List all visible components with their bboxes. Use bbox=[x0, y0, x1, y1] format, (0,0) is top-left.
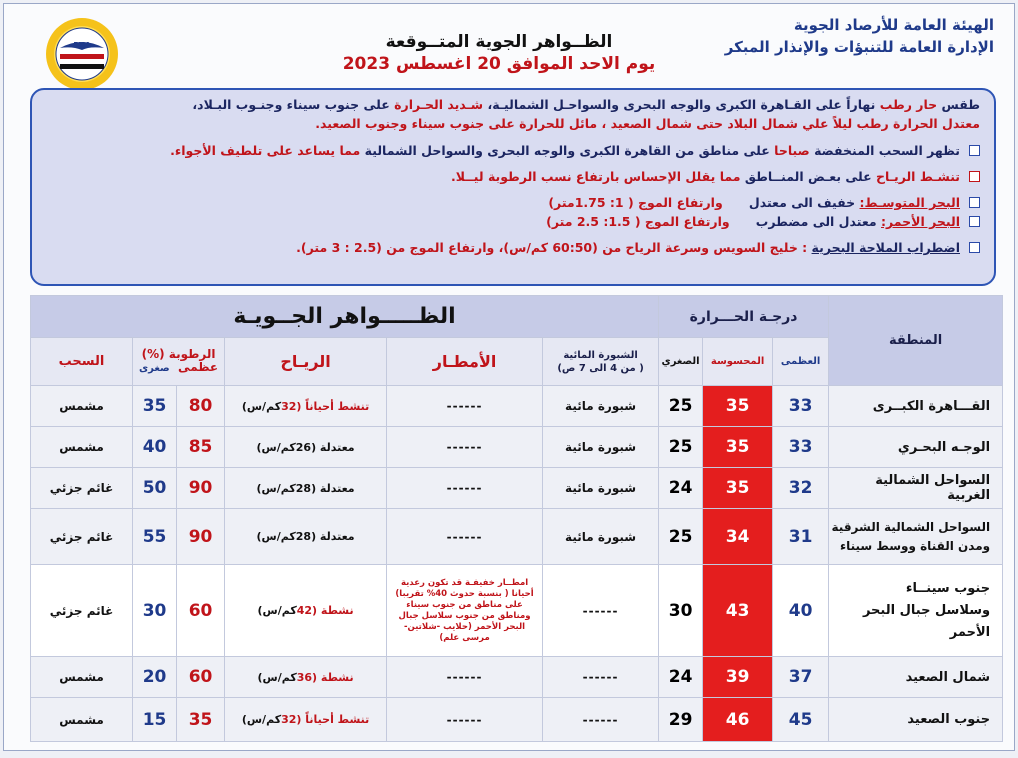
temp-max: 33 bbox=[773, 427, 829, 468]
region-cell: جنوب سينــاء وسلاسل جبال البحر الأحمر bbox=[829, 565, 1003, 657]
temp-feel: 46 bbox=[703, 698, 773, 742]
wind-cell: تنشط أحياناً (32كم/س) bbox=[225, 698, 387, 742]
temp-feel: 35 bbox=[703, 427, 773, 468]
rain-cell: ------ bbox=[387, 657, 543, 698]
clouds-cell: غائم جزئي bbox=[31, 565, 133, 657]
header-temp-max: العظمى bbox=[773, 338, 829, 386]
header-fog: الشبورة المائية ( من 4 الى 7 ص) bbox=[543, 338, 659, 386]
wind-cell: معتدلة (28كم/س) bbox=[225, 509, 387, 565]
header-region: المنطقة bbox=[829, 296, 1003, 386]
checkbox-bullet-icon bbox=[969, 145, 980, 156]
header-rain: الأمطـار bbox=[387, 338, 543, 386]
checkbox-bullet-icon bbox=[969, 242, 980, 253]
table-row bbox=[31, 657, 1003, 698]
region-cell: الوجـه البحـري bbox=[829, 427, 1003, 468]
fog-cell: ------ bbox=[543, 657, 659, 698]
wind-cell: نشطة (42كم/س) bbox=[225, 565, 387, 657]
fog-cell: ------ bbox=[543, 565, 659, 657]
bullet-mediterranean: البحر المتوسـط: خفيف الى معتدل وارتفاع الموج ( 1: 1.75متر) bbox=[46, 194, 980, 211]
org-department: الإدارة العامة للتنبؤات والإنذار المبكر bbox=[724, 38, 994, 56]
clouds-cell: مشمس bbox=[31, 698, 133, 742]
page-title: الظــواهر الجوية المتــوقعة bbox=[385, 32, 613, 52]
humidity-max: 60 bbox=[177, 657, 225, 698]
bullet-wind: تنشـط الريـاح على بعـض المنــاطق مما يقلل الإحساس بارتفاع نسب الرطوبة ليــلا. bbox=[46, 168, 980, 185]
temp-max: 45 bbox=[773, 698, 829, 742]
header-temperature: درجـة الحـــرارة bbox=[659, 296, 829, 338]
checkbox-bullet-icon bbox=[969, 216, 980, 227]
table-row bbox=[31, 386, 1003, 427]
forecast-page bbox=[3, 3, 1015, 751]
table-row bbox=[31, 468, 1003, 509]
table-row bbox=[31, 427, 1003, 468]
humidity-max: 60 bbox=[177, 565, 225, 657]
temp-feel: 34 bbox=[703, 509, 773, 565]
humidity-min: 20 bbox=[133, 657, 177, 698]
rain-cell: ------ bbox=[387, 386, 543, 427]
humidity-min: 55 bbox=[133, 509, 177, 565]
bullet-red-sea: البحر الأحمر: معتدل الى مضطرب وارتفاع الموج ( 1.5: 2.5 متر) bbox=[46, 213, 980, 230]
humidity-min: 50 bbox=[133, 468, 177, 509]
temp-feel: 43 bbox=[703, 565, 773, 657]
fog-cell: شبورة مائية bbox=[543, 509, 659, 565]
humidity-max: 90 bbox=[177, 468, 225, 509]
temp-feel: 35 bbox=[703, 386, 773, 427]
temp-max: 37 bbox=[773, 657, 829, 698]
checkbox-bullet-icon bbox=[969, 171, 980, 182]
organization-header bbox=[725, 14, 994, 58]
clouds-cell: مشمس bbox=[31, 427, 133, 468]
table-row bbox=[31, 565, 1003, 657]
rain-cell: امطــار خفيفـة قد تكون رعدية أحيانا ( بنسبة حدوث 40% تقريبا) على مناطق من جنوب سيناء ومناطق من جنوب سلاسل جبال البحر الأحمر (حلايب -شلاتين-مرسى علم) bbox=[387, 565, 543, 657]
clouds-cell: غائم جزئي bbox=[31, 509, 133, 565]
bullet-clouds: تظهر السحب المنخفضة صباحا على مناطق من القاهرة الكبرى والوجه البحرى والسواحل الشمالية مما يساعد على تلطيف الأجواء. bbox=[46, 142, 980, 159]
humidity-min: 15 bbox=[133, 698, 177, 742]
rain-cell: ------ bbox=[387, 698, 543, 742]
temp-min: 25 bbox=[659, 427, 703, 468]
region-cell: السواحل الشمالية الشرقية ومدن القناة ووسط سيناء bbox=[829, 509, 1003, 565]
humidity-max: 90 bbox=[177, 509, 225, 565]
table-row bbox=[31, 698, 1003, 742]
temp-min: 24 bbox=[659, 468, 703, 509]
temp-min: 30 bbox=[659, 565, 703, 657]
header-temp-feel: المحسوسة bbox=[703, 338, 773, 386]
wind-cell: نشطة (36كم/س) bbox=[225, 657, 387, 698]
region-cell: القـــاهرة الكبــرى bbox=[829, 386, 1003, 427]
wind-cell: معتدلة (26كم/س) bbox=[225, 427, 387, 468]
clouds-cell: مشمس bbox=[31, 386, 133, 427]
temp-min: 25 bbox=[659, 509, 703, 565]
header-clouds: السحب bbox=[31, 338, 133, 386]
humidity-min: 35 bbox=[133, 386, 177, 427]
humidity-max: 85 bbox=[177, 427, 225, 468]
region-cell: جنوب الصعيد bbox=[829, 698, 1003, 742]
forecast-title-block bbox=[334, 32, 664, 74]
summary-lead: طقس حار رطب نهاراً على القـاهرة الكبرى والوجه البحرى والسواحـل الشماليـة، شـديد الحـرارة على جنوب سيناء وجنـوب البـلاد، معتدل الحرارة رطب ليلاً علي شمال البلاد حتى شمال الصعيد ، مائل للحرارة على جنوب سيناء وجنوب الصعيد. bbox=[192, 97, 980, 131]
temp-feel: 39 bbox=[703, 657, 773, 698]
header-temp-min: الصغري bbox=[659, 338, 703, 386]
clouds-cell: غائم جزئي bbox=[31, 468, 133, 509]
temp-min: 25 bbox=[659, 386, 703, 427]
temp-max: 31 bbox=[773, 509, 829, 565]
humidity-max: 35 bbox=[177, 698, 225, 742]
header-phenomena: الظـــــواهر الجــويـة bbox=[31, 296, 659, 338]
wind-cell: تنشط أحياناً (32كم/س) bbox=[225, 386, 387, 427]
forecast-date: يوم الاحد الموافق 20 اغسطس 2023 bbox=[342, 54, 656, 74]
header-humidity: الرطوبة (%) عظمى صغرى bbox=[133, 338, 225, 386]
fog-cell: شبورة مائية bbox=[543, 468, 659, 509]
header-wind: الريـاح bbox=[225, 338, 387, 386]
temp-max: 40 bbox=[773, 565, 829, 657]
bullet-navigation: اضطراب الملاحة البحرية : خليج السويس وسرعة الرياح من (60:50 كم/س)، وارتفاع الموج من (2.5 : 3 متر). bbox=[46, 239, 980, 256]
rain-cell: ------ bbox=[387, 509, 543, 565]
rain-cell: ------ bbox=[387, 468, 543, 509]
summary-box bbox=[30, 88, 996, 286]
fog-cell: شبورة مائية bbox=[543, 386, 659, 427]
temp-max: 32 bbox=[773, 468, 829, 509]
fog-cell: شبورة مائية bbox=[543, 427, 659, 468]
temp-min: 29 bbox=[659, 698, 703, 742]
region-cell: شمال الصعيد bbox=[829, 657, 1003, 698]
clouds-cell: مشمس bbox=[31, 657, 133, 698]
temp-max: 33 bbox=[773, 386, 829, 427]
humidity-min: 30 bbox=[133, 565, 177, 657]
ema-logo bbox=[42, 14, 122, 94]
rain-cell: ------ bbox=[387, 427, 543, 468]
wind-cell: معتدلة (28كم/س) bbox=[225, 468, 387, 509]
checkbox-bullet-icon bbox=[969, 197, 980, 208]
table-row bbox=[31, 509, 1003, 565]
region-cell: السواحل الشمالية الغربية bbox=[829, 468, 1003, 509]
temp-min: 24 bbox=[659, 657, 703, 698]
temp-feel: 35 bbox=[703, 468, 773, 509]
org-name: الهيئة العامة للأرصاد الجوية bbox=[793, 16, 994, 34]
humidity-min: 40 bbox=[133, 427, 177, 468]
fog-cell: ------ bbox=[543, 698, 659, 742]
humidity-max: 80 bbox=[177, 386, 225, 427]
svg-text:EMA: EMA bbox=[73, 41, 91, 49]
forecast-table bbox=[30, 295, 1003, 742]
